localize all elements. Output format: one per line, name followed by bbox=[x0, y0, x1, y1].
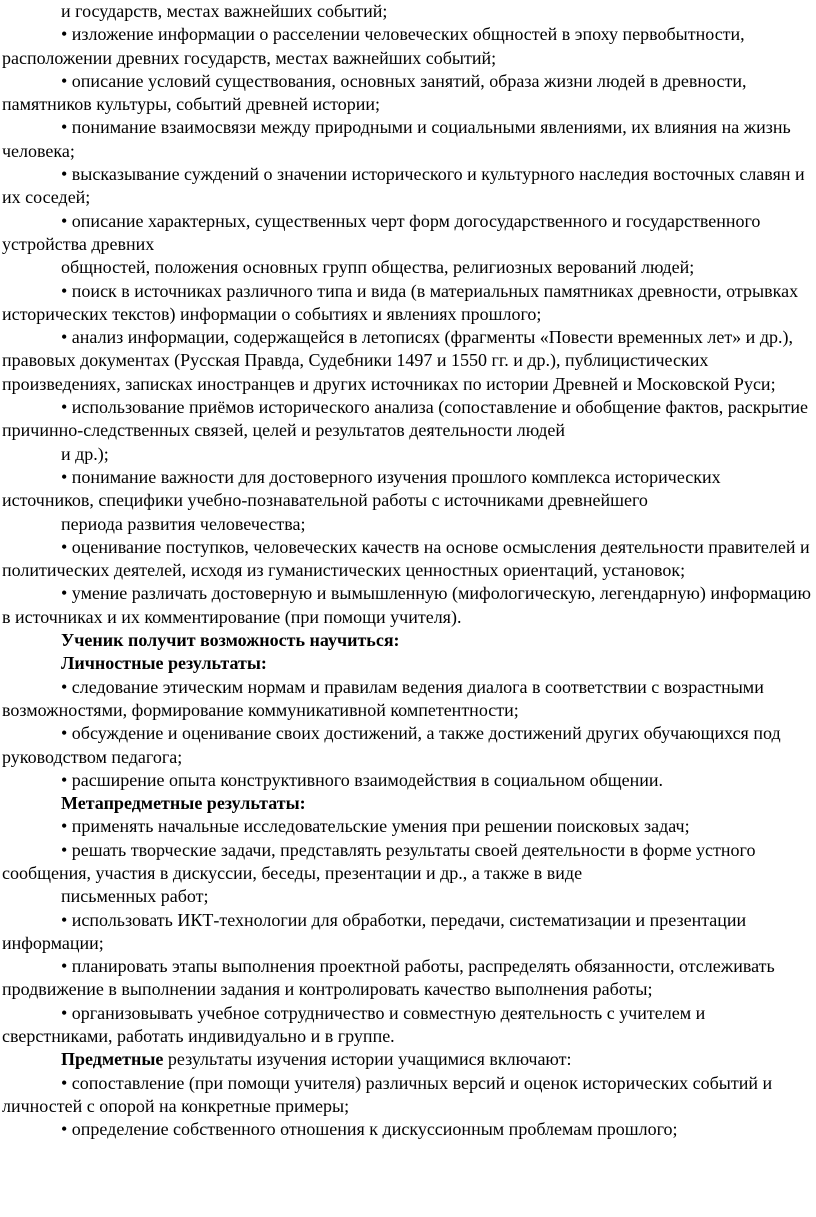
paragraph-continuation: и государств, местах важнейших событий; bbox=[61, 1, 388, 21]
list-item: • определение собственного отношения к дискуссионным проблемам прошлого; bbox=[61, 1119, 678, 1140]
list-item: • организовывать учебное сотрудничество и совместную деятельность с учителем и сверстниками, работать индивидуально и в группе. bbox=[2, 1002, 706, 1047]
list-item: • изложение информации о расселении человеческих общностей в эпоху первобытности, расположении древних государств, местах важнейших событий; bbox=[2, 24, 745, 68]
list-item: • описание условий существования, основных занятий, образа жизни людей в древности, памятников культуры, событий древней истории; bbox=[2, 70, 747, 115]
list-item: • анализ информации, содержащейся в летописях (фрагменты «Повести временных лет» и др.), правовых документах (Русская Правда, Судебники 1497 и 1550 гг. и др.), публицистических произведениях, записках иностранцев и других источниках по истории Древней и Московской Руси; bbox=[2, 327, 793, 394]
list-item: • решать творческие задачи, представлять результаты своей деятельности в форме устного сообщения, участия в дискуссии, беседы, презентации и др., а также в виде bbox=[2, 839, 756, 883]
section-heading: Метапредметные результаты: bbox=[61, 793, 306, 814]
list-item: • сопоставление (при помощи учителя) различных версий и оценок исторических событий и личностей с опорой на конкретные примеры; bbox=[2, 1072, 773, 1116]
list-item: • расширение опыта конструктивного взаимодействия в социальном общении. bbox=[61, 769, 664, 790]
section-heading: Личностные результаты: bbox=[61, 653, 267, 674]
list-item: • понимание важности для достоверного изучения прошлого комплекса исторических источников, специфики учебно-познавательной работы с источниками древнейшего bbox=[2, 466, 721, 511]
list-item: • высказывание суждений о значении исторического и культурного наследия восточных славян и их соседей; bbox=[2, 164, 805, 208]
list-item: • обсуждение и оценивание своих достижений, а также достижений других обучающихся под руководством педагога; bbox=[2, 723, 781, 767]
list-item: • умение различать достоверную и вымышленную (мифологическую, легендарную) информацию в источниках и их комментирование (при помощи учителя). bbox=[2, 583, 811, 627]
paragraph-continuation: общностей, положения основных групп общества, религиозных верований людей; bbox=[61, 257, 695, 278]
subject-results-label: Предметные bbox=[61, 1049, 164, 1070]
subject-results-intro: Предметные результаты изучения истории учащимися включают: bbox=[61, 1049, 572, 1070]
list-item: • понимание взаимосвязи между природными и социальными явлениями, их влияния на жизнь человека; bbox=[2, 117, 791, 161]
list-item: • следование этическим нормам и правилам ведения диалога в соответствии с возрастными возможностями, формирование коммуникативной компетентности; bbox=[2, 676, 764, 720]
paragraph-continuation: периода развития человечества; bbox=[61, 513, 306, 534]
list-item: • поиск в источниках различного типа и вида (в материальных памятниках древности, отрывках исторических текстов) информации о событиях и явлениях прошлого; bbox=[2, 280, 799, 324]
paragraph-continuation: и др.); bbox=[61, 443, 109, 464]
list-item: • использовать ИКТ-технологии для обработки, передачи, систематизации и презентации информации; bbox=[2, 909, 747, 953]
list-item: • оценивание поступков, человеческих качеств на основе осмысления деятельности правителей и политических деятелей, исходя из гуманистических ценностных ориентаций, установок; bbox=[2, 536, 810, 581]
list-item: • планировать этапы выполнения проектной работы, распределять обязанности, отслеживать продвижение в выполнении задания и контролировать качество выполнения работы; bbox=[2, 956, 775, 1000]
list-item: • применять начальные исследовательские умения при решении поисковых задач; bbox=[61, 816, 690, 837]
list-item: • описание характерных, существенных черт форм догосударственного и государственного устройства древних bbox=[2, 210, 761, 254]
paragraph-continuation: письменных работ; bbox=[61, 886, 209, 907]
list-item: • использование приёмов исторического анализа (сопоставление и обобщение фактов, раскрытие причинно-следственных связей, целей и результатов деятельности людей bbox=[2, 397, 809, 441]
section-heading: Ученик получит возможность научиться: bbox=[61, 630, 400, 651]
